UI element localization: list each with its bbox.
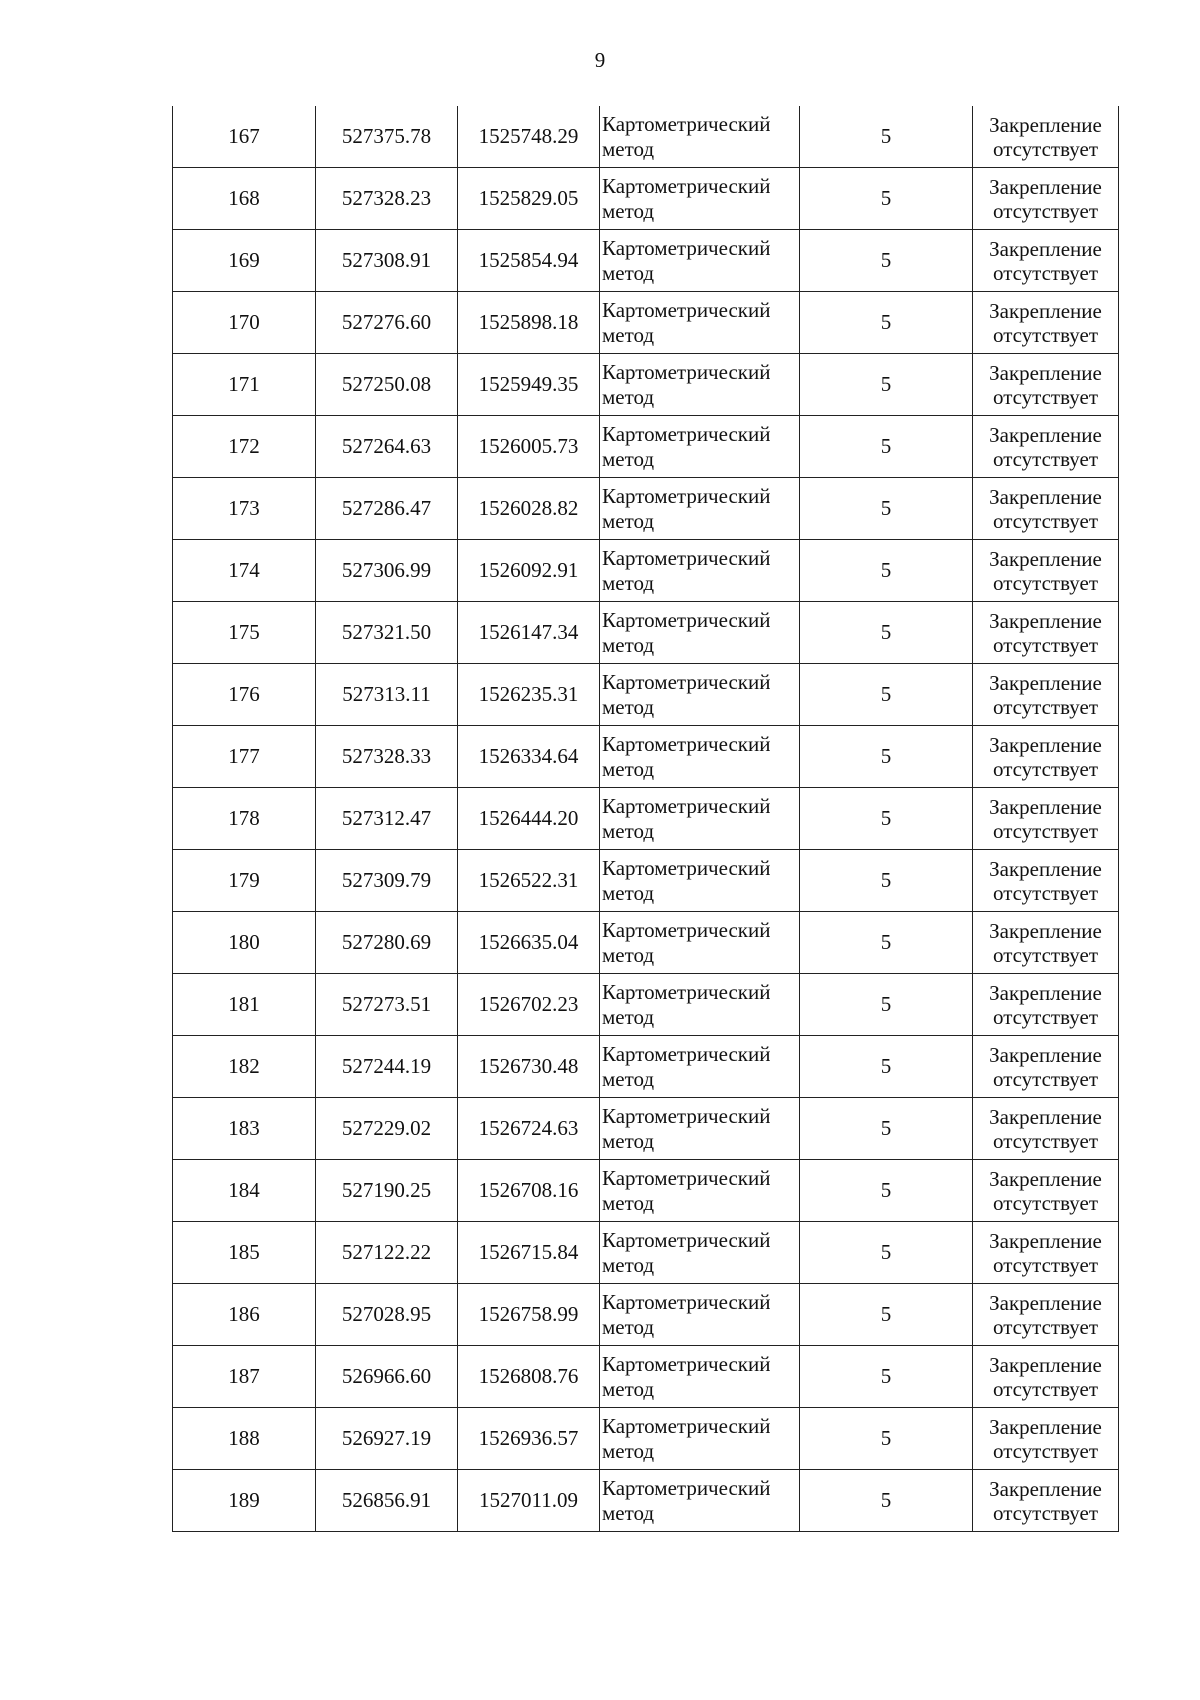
accuracy-cell: 5	[800, 1222, 973, 1284]
method-cell	[600, 1346, 800, 1408]
method-line2: метод	[602, 508, 655, 533]
fixation-cell	[973, 1408, 1119, 1470]
fixation-line1: Закрепление	[989, 980, 1102, 1005]
fixation-line2: отсутствует	[992, 880, 1099, 905]
method-line1: Картометрический	[602, 793, 771, 818]
method-cell	[600, 726, 800, 788]
y-coordinate-cell: 1526522.31	[458, 850, 600, 912]
fixation-cell	[973, 788, 1119, 850]
accuracy-cell: 5	[800, 168, 973, 230]
method-line2: метод	[602, 322, 655, 347]
method-line2: метод	[602, 942, 655, 967]
x-coordinate-cell: 526927.19	[316, 1408, 458, 1470]
method-cell	[600, 540, 800, 602]
fixation-cell	[973, 726, 1119, 788]
x-coordinate-cell: 527286.47	[316, 478, 458, 540]
table-row	[173, 292, 1119, 354]
method-line1: Картометрический	[602, 297, 771, 322]
point-number-cell: 173	[173, 478, 316, 540]
method-line1: Картометрический	[602, 421, 771, 446]
fixation-cell	[973, 1098, 1119, 1160]
x-coordinate-cell: 527312.47	[316, 788, 458, 850]
method-line1: Картометрический	[602, 1289, 771, 1314]
fixation-line1: Закрепление	[989, 608, 1102, 633]
y-coordinate-cell: 1526702.23	[458, 974, 600, 1036]
table-body	[173, 106, 1119, 1532]
x-coordinate-cell: 527309.79	[316, 850, 458, 912]
accuracy-cell: 5	[800, 478, 973, 540]
method-line1: Картометрический	[602, 545, 771, 570]
method-line1: Картометрический	[602, 669, 771, 694]
point-number-cell: 181	[173, 974, 316, 1036]
point-number-cell: 168	[173, 168, 316, 230]
table-row	[173, 1408, 1119, 1470]
method-line2: метод	[602, 1438, 655, 1463]
table-row	[173, 230, 1119, 292]
method-cell	[600, 106, 800, 168]
y-coordinate-cell: 1525854.94	[458, 230, 600, 292]
fixation-line2: отсутствует	[992, 694, 1099, 719]
point-number-cell: 183	[173, 1098, 316, 1160]
method-line1: Картометрический	[602, 1041, 771, 1066]
method-line2: метод	[602, 570, 655, 595]
x-coordinate-cell: 527250.08	[316, 354, 458, 416]
point-number-cell: 169	[173, 230, 316, 292]
method-line2: метод	[602, 880, 655, 905]
fixation-line1: Закрепление	[989, 1352, 1102, 1377]
method-line2: метод	[602, 446, 655, 471]
table-row	[173, 416, 1119, 478]
x-coordinate-cell: 526856.91	[316, 1470, 458, 1532]
y-coordinate-cell: 1525949.35	[458, 354, 600, 416]
fixation-line1: Закрепление	[989, 918, 1102, 943]
point-number-cell: 179	[173, 850, 316, 912]
x-coordinate-cell: 527190.25	[316, 1160, 458, 1222]
x-coordinate-cell: 527308.91	[316, 230, 458, 292]
accuracy-cell: 5	[800, 230, 973, 292]
method-cell	[600, 168, 800, 230]
coordinates-table	[172, 106, 1119, 1532]
method-line1: Картометрический	[602, 1103, 771, 1128]
fixation-line2: отсутствует	[992, 1004, 1099, 1029]
fixation-cell	[973, 1160, 1119, 1222]
fixation-cell	[973, 1284, 1119, 1346]
fixation-line1: Закрепление	[989, 484, 1102, 509]
method-line2: метод	[602, 1190, 655, 1215]
method-line2: метод	[602, 694, 655, 719]
fixation-line2: отсутствует	[992, 1314, 1099, 1339]
fixation-line1: Закрепление	[989, 546, 1102, 571]
fixation-line1: Закрепление	[989, 1228, 1102, 1253]
fixation-cell	[973, 1222, 1119, 1284]
accuracy-cell: 5	[800, 602, 973, 664]
table-row	[173, 1036, 1119, 1098]
x-coordinate-cell: 527306.99	[316, 540, 458, 602]
x-coordinate-cell: 527028.95	[316, 1284, 458, 1346]
point-number-cell: 186	[173, 1284, 316, 1346]
table-row	[173, 788, 1119, 850]
method-cell	[600, 1408, 800, 1470]
accuracy-cell: 5	[800, 850, 973, 912]
method-line1: Картометрический	[602, 1351, 771, 1376]
accuracy-cell: 5	[800, 1470, 973, 1532]
y-coordinate-cell: 1526715.84	[458, 1222, 600, 1284]
table-row	[173, 1222, 1119, 1284]
method-line1: Картометрический	[602, 235, 771, 260]
fixation-line2: отсутствует	[992, 136, 1099, 161]
y-coordinate-cell: 1525898.18	[458, 292, 600, 354]
method-line2: метод	[602, 1128, 655, 1153]
table-row	[173, 478, 1119, 540]
method-cell	[600, 354, 800, 416]
accuracy-cell: 5	[800, 540, 973, 602]
method-cell	[600, 1284, 800, 1346]
method-cell	[600, 974, 800, 1036]
point-number-cell: 177	[173, 726, 316, 788]
method-line2: метод	[602, 756, 655, 781]
x-coordinate-cell: 527375.78	[316, 106, 458, 168]
point-number-cell: 176	[173, 664, 316, 726]
fixation-line1: Закрепление	[989, 1042, 1102, 1067]
x-coordinate-cell: 527264.63	[316, 416, 458, 478]
fixation-line2: отсутствует	[992, 818, 1099, 843]
accuracy-cell: 5	[800, 788, 973, 850]
fixation-line1: Закрепление	[989, 1476, 1102, 1501]
method-cell	[600, 478, 800, 540]
method-cell	[600, 1222, 800, 1284]
fixation-cell	[973, 602, 1119, 664]
method-line2: метод	[602, 818, 655, 843]
fixation-line2: отсутствует	[992, 1128, 1099, 1153]
method-cell	[600, 602, 800, 664]
y-coordinate-cell: 1526758.99	[458, 1284, 600, 1346]
fixation-cell	[973, 850, 1119, 912]
method-line2: метод	[602, 1066, 655, 1091]
fixation-line1: Закрепление	[989, 732, 1102, 757]
table-row	[173, 850, 1119, 912]
x-coordinate-cell: 527122.22	[316, 1222, 458, 1284]
table-row	[173, 106, 1119, 168]
x-coordinate-cell: 527273.51	[316, 974, 458, 1036]
fixation-line2: отсутствует	[992, 1066, 1099, 1091]
method-line1: Картометрический	[602, 483, 771, 508]
method-cell	[600, 1098, 800, 1160]
method-line2: метод	[602, 198, 655, 223]
method-line2: метод	[602, 384, 655, 409]
point-number-cell: 189	[173, 1470, 316, 1532]
fixation-cell	[973, 106, 1119, 168]
fixation-cell	[973, 168, 1119, 230]
fixation-line2: отсутствует	[992, 322, 1099, 347]
y-coordinate-cell: 1525829.05	[458, 168, 600, 230]
fixation-line1: Закрепление	[989, 422, 1102, 447]
y-coordinate-cell: 1527011.09	[458, 1470, 600, 1532]
method-cell	[600, 1160, 800, 1222]
accuracy-cell: 5	[800, 726, 973, 788]
x-coordinate-cell: 527244.19	[316, 1036, 458, 1098]
point-number-cell: 167	[173, 106, 316, 168]
method-line2: метод	[602, 1376, 655, 1401]
point-number-cell: 175	[173, 602, 316, 664]
fixation-line1: Закрепление	[989, 112, 1102, 137]
accuracy-cell: 5	[800, 1036, 973, 1098]
fixation-cell	[973, 1036, 1119, 1098]
y-coordinate-cell: 1526334.64	[458, 726, 600, 788]
y-coordinate-cell: 1526724.63	[458, 1098, 600, 1160]
accuracy-cell: 5	[800, 912, 973, 974]
method-cell	[600, 230, 800, 292]
point-number-cell: 188	[173, 1408, 316, 1470]
fixation-line2: отсутствует	[992, 1376, 1099, 1401]
method-line2: метод	[602, 632, 655, 657]
method-line2: метод	[602, 1314, 655, 1339]
accuracy-cell: 5	[800, 354, 973, 416]
point-number-cell: 172	[173, 416, 316, 478]
accuracy-cell: 5	[800, 1098, 973, 1160]
fixation-line1: Закрепление	[989, 174, 1102, 199]
method-line2: метод	[602, 1500, 655, 1525]
accuracy-cell: 5	[800, 106, 973, 168]
method-line2: метод	[602, 1004, 655, 1029]
table-row	[173, 912, 1119, 974]
table-row	[173, 664, 1119, 726]
table-row	[173, 726, 1119, 788]
method-line2: метод	[602, 1252, 655, 1277]
method-line1: Картометрический	[602, 855, 771, 880]
y-coordinate-cell: 1526936.57	[458, 1408, 600, 1470]
fixation-cell	[973, 230, 1119, 292]
y-coordinate-cell: 1526808.76	[458, 1346, 600, 1408]
method-cell	[600, 664, 800, 726]
fixation-line2: отсутствует	[992, 942, 1099, 967]
y-coordinate-cell: 1526730.48	[458, 1036, 600, 1098]
page-number: 9	[594, 48, 606, 72]
fixation-cell	[973, 1346, 1119, 1408]
method-cell	[600, 850, 800, 912]
fixation-line2: отсутствует	[992, 198, 1099, 223]
fixation-cell	[973, 292, 1119, 354]
method-cell	[600, 1470, 800, 1532]
fixation-line2: отсутствует	[992, 570, 1099, 595]
fixation-line1: Закрепление	[989, 856, 1102, 881]
method-line1: Картометрический	[602, 173, 771, 198]
fixation-line1: Закрепление	[989, 1414, 1102, 1439]
y-coordinate-cell: 1526235.31	[458, 664, 600, 726]
fixation-line2: отсутствует	[992, 632, 1099, 657]
fixation-cell	[973, 478, 1119, 540]
fixation-line2: отсутствует	[992, 260, 1099, 285]
table-row	[173, 1284, 1119, 1346]
method-line1: Картометрический	[602, 111, 771, 136]
y-coordinate-cell: 1526708.16	[458, 1160, 600, 1222]
y-coordinate-cell: 1526005.73	[458, 416, 600, 478]
fixation-cell	[973, 416, 1119, 478]
fixation-line1: Закрепление	[989, 794, 1102, 819]
fixation-cell	[973, 974, 1119, 1036]
fixation-line2: отсутствует	[992, 446, 1099, 471]
method-line1: Картометрический	[602, 1165, 771, 1190]
x-coordinate-cell: 527321.50	[316, 602, 458, 664]
point-number-cell: 187	[173, 1346, 316, 1408]
method-line1: Картометрический	[602, 979, 771, 1004]
fixation-line2: отсутствует	[992, 756, 1099, 781]
y-coordinate-cell: 1526028.82	[458, 478, 600, 540]
method-cell	[600, 1036, 800, 1098]
x-coordinate-cell: 527276.60	[316, 292, 458, 354]
y-coordinate-cell: 1525748.29	[458, 106, 600, 168]
method-line2: метод	[602, 260, 655, 285]
table-row	[173, 540, 1119, 602]
fixation-line1: Закрепление	[989, 298, 1102, 323]
method-line1: Картометрический	[602, 1227, 771, 1252]
method-line1: Картометрический	[602, 731, 771, 756]
y-coordinate-cell: 1526092.91	[458, 540, 600, 602]
fixation-cell	[973, 354, 1119, 416]
point-number-cell: 184	[173, 1160, 316, 1222]
table-row	[173, 602, 1119, 664]
point-number-cell: 185	[173, 1222, 316, 1284]
method-line1: Картометрический	[602, 359, 771, 384]
y-coordinate-cell: 1526444.20	[458, 788, 600, 850]
method-cell	[600, 292, 800, 354]
accuracy-cell: 5	[800, 664, 973, 726]
point-number-cell: 171	[173, 354, 316, 416]
accuracy-cell: 5	[800, 416, 973, 478]
fixation-cell	[973, 912, 1119, 974]
fixation-line2: отсутствует	[992, 1500, 1099, 1525]
method-cell	[600, 912, 800, 974]
fixation-cell	[973, 1470, 1119, 1532]
accuracy-cell: 5	[800, 1160, 973, 1222]
x-coordinate-cell: 527229.02	[316, 1098, 458, 1160]
method-line1: Картометрический	[602, 1413, 771, 1438]
method-line1: Картометрический	[602, 917, 771, 942]
table-row	[173, 1346, 1119, 1408]
table-row	[173, 1098, 1119, 1160]
point-number-cell: 180	[173, 912, 316, 974]
fixation-line2: отсутствует	[992, 508, 1099, 533]
fixation-line2: отсутствует	[992, 1438, 1099, 1463]
point-number-cell: 170	[173, 292, 316, 354]
accuracy-cell: 5	[800, 1284, 973, 1346]
accuracy-cell: 5	[800, 974, 973, 1036]
point-number-cell: 182	[173, 1036, 316, 1098]
table-row	[173, 1160, 1119, 1222]
x-coordinate-cell: 526966.60	[316, 1346, 458, 1408]
accuracy-cell: 5	[800, 1408, 973, 1470]
fixation-line2: отсутствует	[992, 1252, 1099, 1277]
fixation-line1: Закрепление	[989, 236, 1102, 261]
method-cell	[600, 416, 800, 478]
table-row	[173, 354, 1119, 416]
fixation-line1: Закрепление	[989, 1290, 1102, 1315]
fixation-cell	[973, 540, 1119, 602]
point-number-cell: 178	[173, 788, 316, 850]
method-line1: Картометрический	[602, 607, 771, 632]
x-coordinate-cell: 527280.69	[316, 912, 458, 974]
fixation-line1: Закрепление	[989, 1104, 1102, 1129]
method-line2: метод	[602, 136, 655, 161]
table-row	[173, 974, 1119, 1036]
fixation-line1: Закрепление	[989, 360, 1102, 385]
x-coordinate-cell: 527328.23	[316, 168, 458, 230]
x-coordinate-cell: 527328.33	[316, 726, 458, 788]
point-number-cell: 174	[173, 540, 316, 602]
fixation-line1: Закрепление	[989, 1166, 1102, 1191]
fixation-line2: отсутствует	[992, 384, 1099, 409]
fixation-line2: отсутствует	[992, 1190, 1099, 1215]
x-coordinate-cell: 527313.11	[316, 664, 458, 726]
fixation-cell	[973, 664, 1119, 726]
method-cell	[600, 788, 800, 850]
accuracy-cell: 5	[800, 292, 973, 354]
table-row	[173, 168, 1119, 230]
y-coordinate-cell: 1526147.34	[458, 602, 600, 664]
accuracy-cell: 5	[800, 1346, 973, 1408]
fixation-line1: Закрепление	[989, 670, 1102, 695]
y-coordinate-cell: 1526635.04	[458, 912, 600, 974]
table-row	[173, 1470, 1119, 1532]
method-line1: Картометрический	[602, 1475, 771, 1500]
